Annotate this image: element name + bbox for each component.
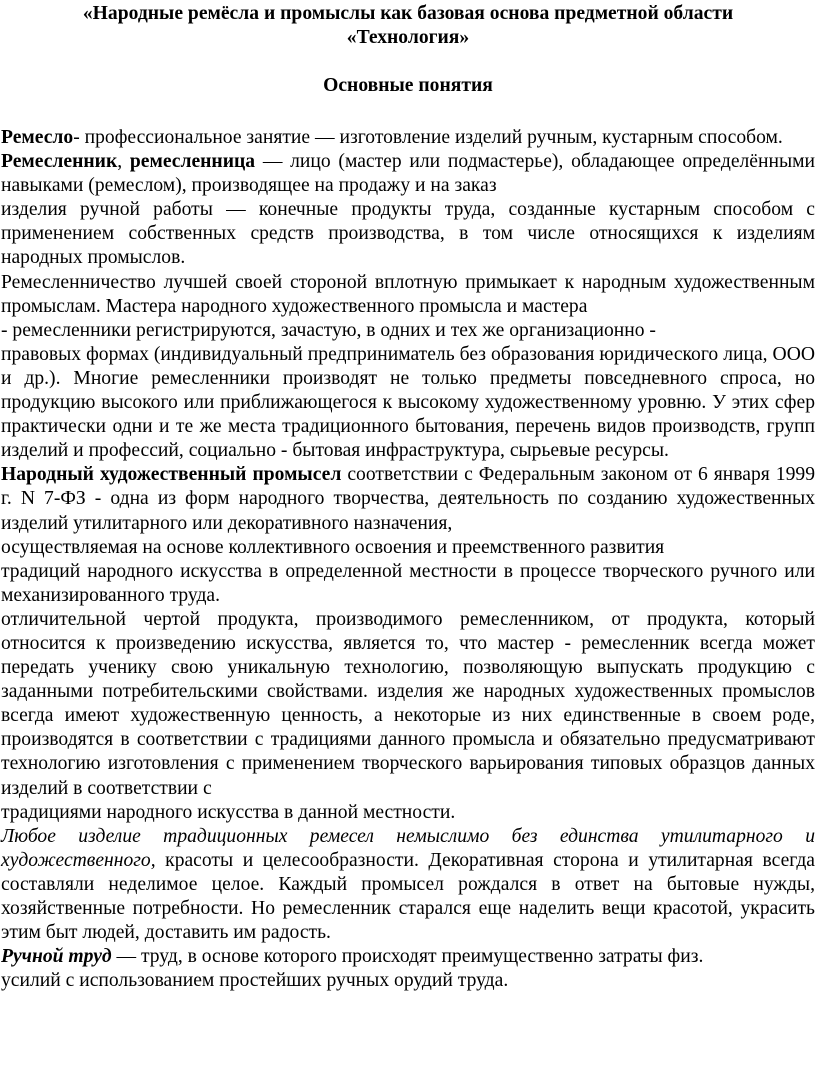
- section-heading: Основные понятия: [323, 75, 493, 96]
- paragraph-remeslennichestvo-text: Ремесленничество лучшей своей стороной вплотную примыкает к народным художественным промыслам. Мастера народного художественного промысла и мастера: [1, 271, 815, 317]
- document-body: [1, 126, 815, 993]
- title-line-1: «Народные ремёсла и промыслы как базовая основа предметной области: [82, 3, 734, 24]
- paragraph-tools: [1, 969, 815, 993]
- paragraph-legal-forms-text: правовых формах (индивидуальный предприниматель без образования юридического лица, ООО и др.). Многие ремесленники производят не только предметы повседневного спроса, но продукцию высокого или приближающегося к высокому художественному уровню. У этих сфер практически одни и те же места традиционного бытования, перечень видов производств, групп изделий и профессий, социально - бытовая инфраструктура, сырьевые ресурсы.: [1, 343, 815, 462]
- term-folk-craft: Народный художественный промысел: [1, 464, 342, 486]
- definition-manual-labor: — труд, в основе которого происходят преимущественно затраты физ.: [111, 946, 704, 968]
- term-remeslennitsa: ремесленница: [129, 151, 256, 173]
- paragraph-remeslo: [1, 126, 815, 150]
- definition-remeslo: - профессиональное занятие — изготовление изделий ручным, кустарным способом.: [73, 127, 783, 148]
- paragraph-utility-art: [1, 825, 815, 945]
- paragraph-remeslennik: [1, 150, 815, 198]
- term-remeslo: Ремесло: [1, 127, 74, 148]
- document-title: [1, 0, 815, 50]
- paragraph-local-traditions: [1, 801, 815, 825]
- term-manual-labor: Ручной труд: [1, 946, 112, 968]
- definition-folk-craft: соответствии с Федеральным законом от 6 января 1999 г. N 7-ФЗ - одна из форм народного творчества, деятельность по созданию художественных изделий утилитарного или декоративного назначения,: [1, 464, 815, 534]
- paragraph-distinctive-text: отличительной чертой продукта, производимого ремесленником, от продукта, который относится к произведению искусства, является то, что мастер - ремесленник всегда может передать ученику свою уникальную технологию, позволяющую выпускать продукцию с заданными потребительскими свойствами. изделия же народных художественных промыслов всегда имеют художественную ценность, а некоторые из них единственные в своем роде, производятся в соответствии с традициями данного промысла и обязательно предусматривают технологию изготовления с применением творческого варьирования типовых образцов данных изделий в соответствии с: [1, 608, 815, 799]
- paragraph-collective-text: осуществляемая на основе коллективного освоения и преемственного развития: [1, 536, 665, 558]
- paragraph-izdeliya: [1, 198, 815, 270]
- paragraph-distinctive: [1, 608, 815, 801]
- paragraph-folk-craft: [1, 463, 815, 535]
- term-remeslennik: Ремесленник: [1, 151, 118, 173]
- paragraph-utility-art-text: красоты и целесообразности. Декоративная сторона и утилитарная всегда составляли неделимое целое. Каждый промысел рождался в ответ на бытовые нужды, хозяйственные потребности. Но ремесленник старался еще наделить вещи красотой, украсить этим быт людей, доставить им радость.: [1, 849, 815, 944]
- paragraph-legal-forms: [1, 343, 815, 463]
- paragraph-manual-labor: [1, 945, 815, 969]
- title-line-2: «Технология»: [346, 27, 470, 48]
- italic-phrase: Любое изделие традиционных ремесел немыслимо без единства утилитарного и художественного,: [1, 825, 815, 871]
- paragraph-local-traditions-text: традициями народного искусства в данной местности.: [1, 801, 456, 823]
- paragraph-tools-text: усилий с использованием простейших ручных орудий труда.: [1, 970, 509, 992]
- paragraph-izdeliya-text: изделия ручной работы — конечные продукты труда, созданные кустарным способом с применением собственных средств производства, в том числе относящихся к изделиям народных промыслов.: [1, 199, 815, 269]
- paragraph-traditions-text: традиций народного искусства в определенной местности в процессе творческого ручного или механизированного труда.: [1, 560, 815, 606]
- paragraph-remeslennichestvo: [1, 271, 815, 319]
- term-separator: ,: [117, 151, 130, 173]
- paragraph-registration: [1, 319, 815, 343]
- paragraph-registration-text: - ремесленники регистрируются, зачастую, в одних и тех же организационно -: [1, 319, 656, 341]
- paragraph-traditions: [1, 560, 815, 608]
- paragraph-collective: [1, 536, 815, 560]
- definition-remeslennik: — лицо (мастер или подмастерье), обладающее определёнными навыками (ремеслом), производящее на продажу и на заказ: [1, 151, 816, 197]
